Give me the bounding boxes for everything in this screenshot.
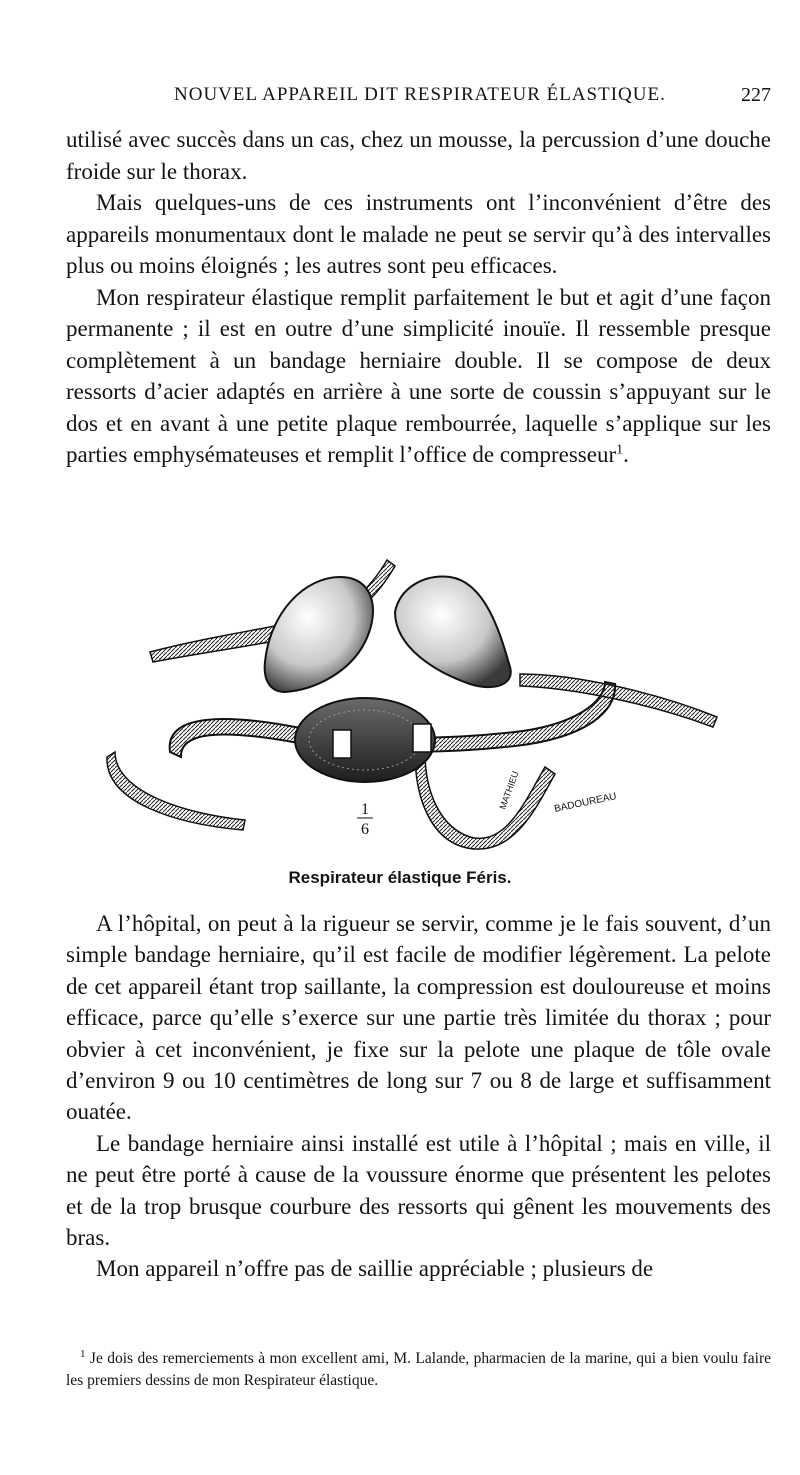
paragraph-text: Mon respirateur élastique remplit parfaitement le but et agit d’une façon permanente ; il est en outre d’une simplicité inouïe. Il ressemble presque complètement à un bandage herniaire double. Il se compose de deux ressorts d’acier adaptés en arrière à une sorte de coussin s’appuyant sur le dos et en avant à une petite plaque rembourrée, laquelle s’applique sur les parties emphysémateuses et remplit l’office de compresseur [66,284,771,467]
engraver-signature: MATHIEU [497,769,521,811]
lower-right-strap [415,752,555,849]
lower-left-loop [107,752,245,830]
page-number: 227 [741,84,771,106]
figure-caption: Respirateur élastique Féris. [288,868,512,887]
footnote-text: Je dois des remerciements à mon excellent ami, M. Lalande, pharmacien de la marine, qui a bien voulu faire les premiers dessins de mon Respirateur élastique. [66,1350,771,1389]
footnote-marker: 1 [80,1347,86,1360]
right-strap [520,674,717,727]
footnote [66,1348,771,1392]
running-head [66,84,771,112]
figure-respirator-engraving [95,552,745,862]
paragraph: Mon appareil n’offre pas de saillie appréciable ; plusieurs de [96,1256,654,1282]
paragraph: Mon respirateur élastique remplit parfaitement le but et agit d’une façon permanente ; il est en outre d’une simplicité inouïe. Il ressemble presque complètement à un bandage herniaire double. Il se compose de deux ressorts d’acier adaptés en arrière à une sorte de coussin s’appuyant sur le dos et en avant à une petite plaque rembourrée, laquelle s’applique sur les parties emphysémateuses et remplit l’office de compresseur$^1$. [66,284,771,467]
running-title: NOUVEL APPAREIL DIT RESPIRATEUR ÉLASTIQUE. [174,84,666,105]
left-buckle [333,730,351,758]
left-pad [265,577,373,692]
artist-signature: BADOUREAU [553,791,618,815]
paragraph: utilisé avec succès dans un cas, chez un mousse, la percussion d’une douche froide sur le thorax. [66,127,771,184]
paragraph: A l’hôpital, on peut à la rigueur se servir, comme je le fais souvent, d’un simple bandage herniaire, qu’il est facile de modifier légèrement. La pelote de cet appareil étant trop saillante, la compression est douloureuse et moins efficace, parce qu’elle s’exerce sur une partie très limitée du thorax ; pour obvier à cet inconvénient, je fixe sur la pelote une plaque de tôle ovale d’environ 9 ou 10 centimètres de long sur 7 ou 8 de large et suffisamment ouatée. [66,911,771,1125]
text-before-figure [66,124,771,471]
right-pad [395,577,511,688]
paragraph: Mais quelques-uns de ces instruments ont l’inconvénient d’être des appareils monumentaux dont le malade ne peut se servir qu’à des intervalles plus ou moins éloignés ; les autres sont peu efficaces. [66,190,771,278]
scale-numerator: 1 [361,801,369,818]
paragraph: Le bandage herniaire ainsi installé est utile à l’hôpital ; mais en ville, il ne peut être porté à cause de la voussure énorme que présentent les pelotes et de la trop brusque courbure des ressorts qui gênent les mouvements des bras. [66,1130,771,1251]
right-buckle [413,724,431,752]
footnote-reference: 1 [616,442,624,458]
respirator-illustration [95,552,745,862]
text-after-figure [66,908,771,1285]
scale-denominator: 6 [361,821,369,838]
